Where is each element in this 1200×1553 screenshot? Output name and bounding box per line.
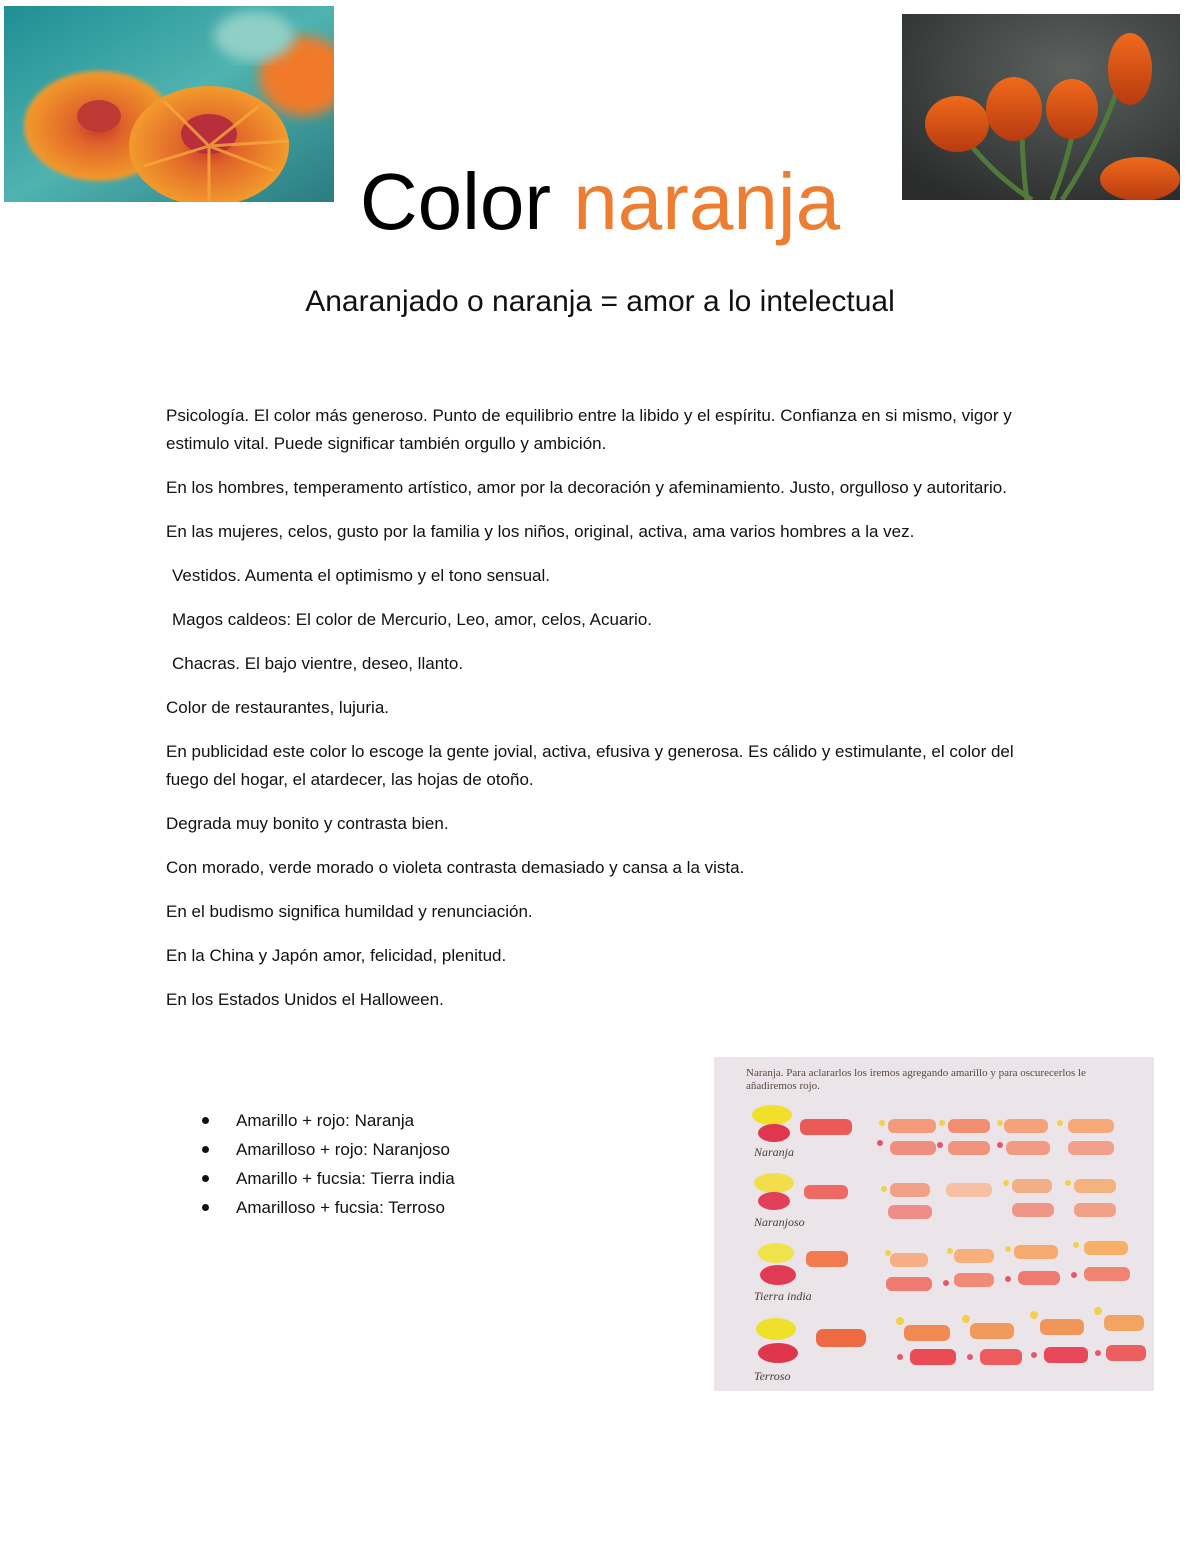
paragraph-hombres: En los hombres, temperamento artístico, amor por la decoración y afeminamiento. Justo, orgulloso y autoritario. <box>166 478 1007 497</box>
paragraph-vestidos: Vestidos. Aumenta el optimismo y el tono sensual. <box>172 566 550 585</box>
paint-swatch-photo <box>714 1057 1154 1391</box>
swatch-label-terroso: Terroso <box>754 1369 791 1383</box>
paragraph-psicologia: Psicología. El color más generoso. Punto de equilibrio entre la libido y el espíritu. Confianza en si mismo, vigor y estimulo vital. Puede significar también orgullo y ambición. <box>166 406 1012 453</box>
body-text <box>166 402 1046 1030</box>
list-item: Amarilloso + fucsia: Terroso <box>198 1193 455 1222</box>
color-mix-list <box>198 1106 455 1222</box>
paragraph-budismo: En el budismo significa humildad y renunciación. <box>166 902 533 921</box>
paragraph-estados-unidos: En los Estados Unidos el Halloween. <box>166 990 444 1009</box>
paragraph-contraste: Con morado, verde morado o violeta contrasta demasiado y cansa a la vista. <box>166 858 745 877</box>
paragraph-china-japon: En la China y Japón amor, felicidad, plenitud. <box>166 946 507 965</box>
paragraph-chacras: Chacras. El bajo vientre, deseo, llanto. <box>172 654 464 673</box>
list-item: Amarillo + rojo: Naranja <box>198 1106 455 1135</box>
list-item: Amarilloso + rojo: Naranjoso <box>198 1135 455 1164</box>
paragraph-degrada: Degrada muy bonito y contrasta bien. <box>166 814 449 833</box>
swatch-label-naranjoso: Naranjoso <box>754 1215 805 1229</box>
paragraph-publicidad: En publicidad este color lo escoge la gente jovial, activa, efusiva y generosa. Es cálido y estimulante, el color del fuego del hogar, el atardecer, las hojas de otoño. <box>166 742 1014 789</box>
paragraph-restaurantes: Color de restaurantes, lujuria. <box>166 698 390 717</box>
swatch-label-naranja: Naranja <box>754 1145 795 1159</box>
paragraph-mujeres: En las mujeres, celos, gusto por la familia y los niños, original, activa, ama varios hombres a la vez. <box>166 522 915 541</box>
page-subtitle: Anaranjado o naranja = amor a lo intelectual <box>305 285 895 318</box>
swatch-caption: Naranja. Para aclararlos los iremos agregando amarillo y para oscurecerlos le añadiremos rojo. <box>746 1067 1086 1092</box>
title-accent: naranja <box>573 157 841 246</box>
paragraph-magos: Magos caldeos: El color de Mercurio, Leo, amor, celos, Acuario. <box>172 610 653 629</box>
swatch-label-tierra-india: Tierra india <box>754 1289 812 1303</box>
list-item: Amarillo + fucsia: Tierra india <box>198 1164 455 1193</box>
title-prefix: Color <box>359 157 552 246</box>
page-title <box>0 152 1200 252</box>
